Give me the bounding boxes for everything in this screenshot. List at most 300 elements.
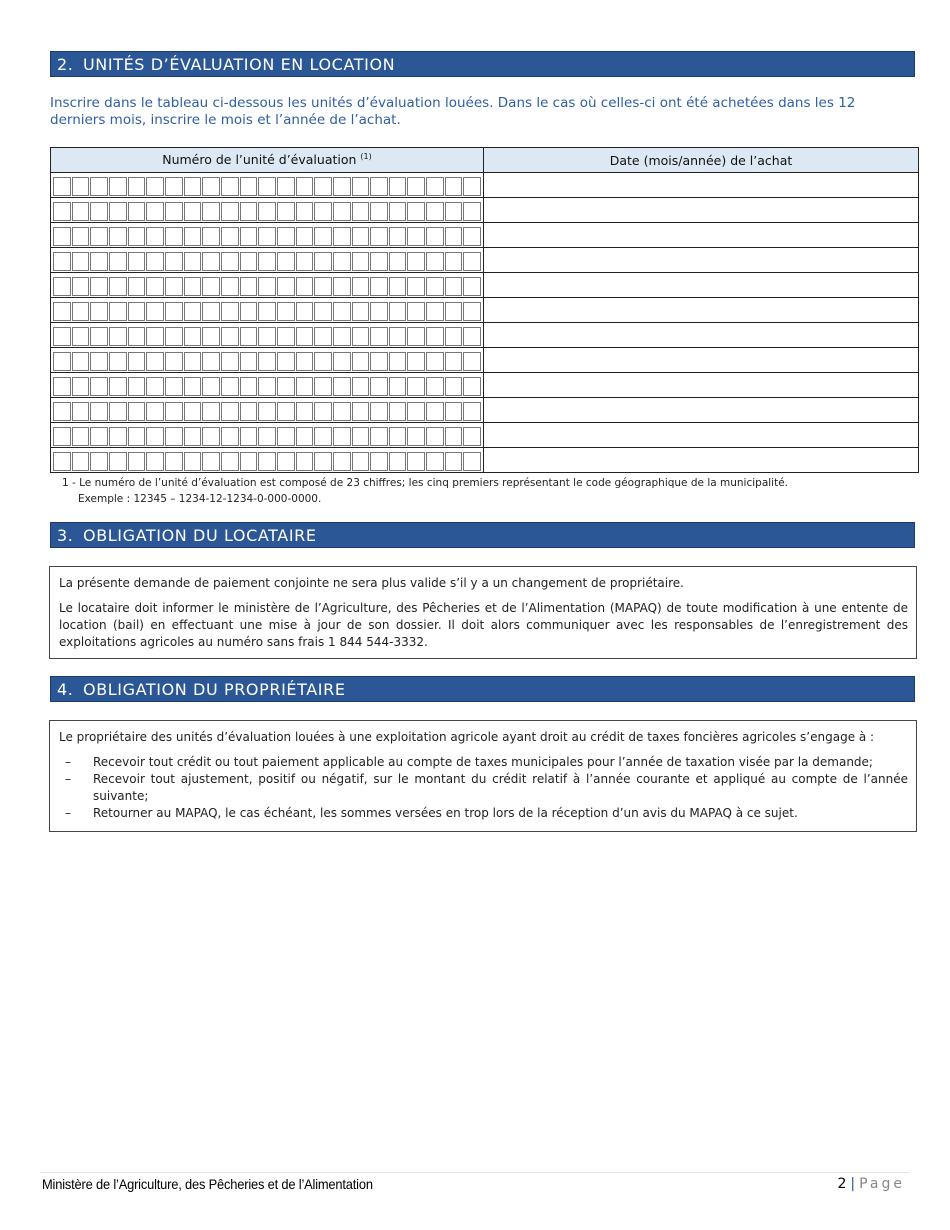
digit-input-box[interactable] [146,302,164,321]
digit-input-box[interactable] [296,377,314,396]
section-3-number: 3. [57,526,74,545]
digit-input-box[interactable] [165,402,183,421]
digit-input-box[interactable] [202,452,220,471]
digit-input-box[interactable] [258,277,276,296]
digit-input-box[interactable] [72,427,90,446]
digit-input-box[interactable] [314,302,332,321]
digit-input-box[interactable] [72,352,90,371]
digit-input-box[interactable] [277,427,295,446]
digit-input-box[interactable] [221,202,239,221]
digit-input-box[interactable] [426,427,444,446]
digit-input-box[interactable] [333,427,351,446]
digit-input-box[interactable] [370,452,388,471]
digit-input-box[interactable] [426,452,444,471]
digit-input-box[interactable] [389,202,407,221]
digit-input-box[interactable] [333,327,351,346]
digit-input-box[interactable] [165,452,183,471]
digit-input-box[interactable] [221,302,239,321]
digit-input-box[interactable] [445,227,463,246]
purchase-date-input[interactable] [484,198,919,223]
digit-input-box[interactable] [202,277,220,296]
digit-input-box[interactable] [128,202,146,221]
digit-input-box[interactable] [314,452,332,471]
digit-input-box[interactable] [128,252,146,271]
digit-input-box[interactable] [370,277,388,296]
digit-input-box[interactable] [221,427,239,446]
digit-input-box[interactable] [314,327,332,346]
digit-input-box[interactable] [72,202,90,221]
digit-input-box[interactable] [407,202,425,221]
digit-input-box[interactable] [165,277,183,296]
digit-input-box[interactable] [128,302,146,321]
digit-input-box[interactable] [314,377,332,396]
digit-input-box[interactable] [370,427,388,446]
digit-input-box[interactable] [146,327,164,346]
digit-input-box[interactable] [277,302,295,321]
digit-input-box[interactable] [296,427,314,446]
digit-input-box[interactable] [463,302,481,321]
purchase-date-input[interactable] [484,373,919,398]
digit-input-box[interactable] [352,377,370,396]
digit-input-box[interactable] [314,352,332,371]
digit-input-box[interactable] [109,252,127,271]
digit-input-box[interactable] [240,452,258,471]
digit-input-box[interactable] [240,327,258,346]
digit-input-box[interactable] [277,227,295,246]
digit-input-box[interactable] [314,227,332,246]
digit-input-box[interactable] [221,402,239,421]
digit-input-box[interactable] [463,177,481,196]
digit-input-box[interactable] [184,427,202,446]
footnote-example: Exemple : 12345 – 1234-12-1234-0-000-0000. [78,493,322,505]
digit-input-box[interactable] [296,202,314,221]
digit-input-box[interactable] [53,452,71,471]
digit-input-box[interactable] [426,377,444,396]
digit-input-box[interactable] [426,202,444,221]
digit-input-box[interactable] [146,427,164,446]
digit-input-box[interactable] [296,352,314,371]
digit-input-box[interactable] [109,427,127,446]
digit-input-box[interactable] [463,377,481,396]
digit-input-box[interactable] [258,327,276,346]
digit-input-box[interactable] [165,302,183,321]
digit-input-box[interactable] [258,377,276,396]
digit-input-box[interactable] [258,402,276,421]
digit-input-box[interactable] [407,227,425,246]
digit-input-box[interactable] [314,177,332,196]
digit-input-box[interactable] [221,452,239,471]
digit-box-row [53,302,482,321]
digit-input-box[interactable] [202,377,220,396]
digit-input-box[interactable] [370,252,388,271]
digit-input-box[interactable] [109,277,127,296]
digit-input-box[interactable] [72,452,90,471]
table-row [51,373,919,398]
digit-input-box[interactable] [407,177,425,196]
digit-input-box[interactable] [333,377,351,396]
digit-input-box[interactable] [296,402,314,421]
digit-input-box[interactable] [426,402,444,421]
digit-input-box[interactable] [389,177,407,196]
digit-input-box[interactable] [407,452,425,471]
digit-input-box[interactable] [202,327,220,346]
digit-input-box[interactable] [240,352,258,371]
digit-input-box[interactable] [90,377,108,396]
digit-input-box[interactable] [72,402,90,421]
digit-input-box[interactable] [184,227,202,246]
digit-input-box[interactable] [109,377,127,396]
digit-input-box[interactable] [202,427,220,446]
digit-input-box[interactable] [53,202,71,221]
digit-input-box[interactable] [370,177,388,196]
digit-input-box[interactable] [128,402,146,421]
digit-input-box[interactable] [333,227,351,246]
digit-input-box[interactable] [221,227,239,246]
digit-input-box[interactable] [240,252,258,271]
digit-input-box[interactable] [109,402,127,421]
digit-input-box[interactable] [352,252,370,271]
digit-input-box[interactable] [333,452,351,471]
digit-input-box[interactable] [165,227,183,246]
digit-input-box[interactable] [90,427,108,446]
digit-input-box[interactable] [146,352,164,371]
digit-input-box[interactable] [445,402,463,421]
digit-input-box[interactable] [277,177,295,196]
digit-input-box[interactable] [426,352,444,371]
digit-input-box[interactable] [333,352,351,371]
digit-input-box[interactable] [389,302,407,321]
purchase-date-input[interactable] [484,448,919,473]
digit-input-box[interactable] [128,327,146,346]
digit-input-box[interactable] [277,377,295,396]
digit-input-box[interactable] [445,277,463,296]
digit-input-box[interactable] [221,177,239,196]
digit-input-box[interactable] [277,452,295,471]
digit-input-box[interactable] [389,327,407,346]
digit-input-box[interactable] [72,327,90,346]
purchase-date-input[interactable] [484,248,919,273]
digit-input-box[interactable] [314,202,332,221]
digit-input-box[interactable] [352,277,370,296]
digit-input-box[interactable] [407,277,425,296]
digit-input-box[interactable] [277,202,295,221]
digit-input-box[interactable] [240,402,258,421]
digit-input-box[interactable] [389,277,407,296]
digit-input-box[interactable] [128,277,146,296]
digit-input-box[interactable] [53,177,71,196]
digit-input-box[interactable] [370,377,388,396]
digit-input-box[interactable] [352,302,370,321]
purchase-date-input[interactable] [484,298,919,323]
digit-input-box[interactable] [407,427,425,446]
digit-input-box[interactable] [53,427,71,446]
digit-input-box[interactable] [202,402,220,421]
digit-input-box[interactable] [90,452,108,471]
digit-input-box[interactable] [389,227,407,246]
digit-box-row [53,177,482,196]
digit-input-box[interactable] [184,402,202,421]
purchase-date-input[interactable] [484,348,919,373]
digit-input-box[interactable] [165,427,183,446]
digit-input-box[interactable] [314,252,332,271]
digit-input-box[interactable] [53,302,71,321]
digit-input-box[interactable] [258,177,276,196]
digit-input-box[interactable] [72,227,90,246]
digit-input-box[interactable] [445,252,463,271]
digit-input-box[interactable] [258,202,276,221]
digit-input-box[interactable] [352,177,370,196]
digit-input-box[interactable] [146,277,164,296]
digit-input-box[interactable] [109,202,127,221]
digit-input-box[interactable] [109,327,127,346]
digit-input-box[interactable] [202,352,220,371]
digit-input-box[interactable] [296,327,314,346]
digit-input-box[interactable] [53,252,71,271]
digit-input-box[interactable] [258,352,276,371]
digit-input-box[interactable] [445,352,463,371]
digit-input-box[interactable] [407,327,425,346]
digit-input-box[interactable] [53,377,71,396]
digit-input-box[interactable] [277,402,295,421]
digit-input-box[interactable] [407,402,425,421]
digit-input-box[interactable] [370,202,388,221]
digit-input-box[interactable] [165,177,183,196]
dash-bullet: – [65,755,71,769]
digit-input-box[interactable] [221,252,239,271]
digit-input-box[interactable] [184,252,202,271]
digit-input-box[interactable] [258,427,276,446]
digit-input-box[interactable] [352,452,370,471]
digit-input-box[interactable] [72,177,90,196]
digit-input-box[interactable] [389,252,407,271]
digit-input-box[interactable] [53,327,71,346]
digit-input-box[interactable] [146,377,164,396]
digit-input-box[interactable] [445,327,463,346]
digit-input-box[interactable] [296,227,314,246]
digit-input-box[interactable] [426,277,444,296]
digit-input-box[interactable] [296,177,314,196]
digit-input-box[interactable] [333,277,351,296]
digit-input-box[interactable] [314,427,332,446]
digit-input-box[interactable] [389,352,407,371]
digit-input-box[interactable] [370,227,388,246]
digit-input-box[interactable] [389,427,407,446]
digit-input-box[interactable] [165,352,183,371]
digit-input-box[interactable] [128,427,146,446]
digit-input-box[interactable] [296,277,314,296]
digit-input-box[interactable] [314,402,332,421]
digit-input-box[interactable] [407,377,425,396]
digit-input-box[interactable] [445,302,463,321]
digit-input-box[interactable] [426,302,444,321]
digit-input-box[interactable] [109,227,127,246]
digit-input-box[interactable] [146,452,164,471]
digit-input-box[interactable] [165,202,183,221]
digit-input-box[interactable] [165,327,183,346]
digit-input-box[interactable] [463,277,481,296]
purchase-date-input[interactable] [484,398,919,423]
purchase-date-input[interactable] [484,423,919,448]
digit-input-box[interactable] [445,377,463,396]
digit-input-box[interactable] [258,252,276,271]
digit-input-box[interactable] [90,177,108,196]
digit-input-box[interactable] [109,177,127,196]
digit-input-box[interactable] [352,402,370,421]
digit-input-box[interactable] [165,252,183,271]
digit-input-box[interactable] [184,277,202,296]
digit-input-box[interactable] [90,402,108,421]
col-header-unit-number: Numéro de l’unité d’évaluation $^{(1)}$ [51,148,484,173]
digit-input-box[interactable] [370,352,388,371]
purchase-date-input[interactable] [484,223,919,248]
digit-input-box[interactable] [426,252,444,271]
digit-input-box[interactable] [407,252,425,271]
digit-input-box[interactable] [90,227,108,246]
digit-input-box[interactable] [463,452,481,471]
digit-input-box[interactable] [221,352,239,371]
digit-input-box[interactable] [389,402,407,421]
digit-input-box[interactable] [128,352,146,371]
digit-input-box[interactable] [184,377,202,396]
digit-input-box[interactable] [72,377,90,396]
digit-input-box[interactable] [128,377,146,396]
digit-input-box[interactable] [258,227,276,246]
digit-input-box[interactable] [165,377,183,396]
digit-input-box[interactable] [352,202,370,221]
digit-input-box[interactable] [426,327,444,346]
digit-input-box[interactable] [277,327,295,346]
digit-input-box[interactable] [53,227,71,246]
section-4-number: 4. [57,680,74,699]
digit-input-box[interactable] [333,202,351,221]
digit-input-box[interactable] [296,452,314,471]
digit-input-box[interactable] [202,227,220,246]
digit-input-box[interactable] [109,352,127,371]
digit-input-box[interactable] [445,427,463,446]
digit-input-box[interactable] [90,202,108,221]
digit-input-box[interactable] [463,227,481,246]
digit-input-box[interactable] [146,252,164,271]
digit-input-box[interactable] [202,177,220,196]
digit-input-box[interactable] [463,202,481,221]
digit-input-box[interactable] [240,177,258,196]
digit-input-box[interactable] [240,302,258,321]
table-row [51,198,919,223]
digit-input-box[interactable] [72,302,90,321]
table-row [51,348,919,373]
digit-input-box[interactable] [277,352,295,371]
digit-input-box[interactable] [184,302,202,321]
digit-input-box[interactable] [426,227,444,246]
digit-input-box[interactable] [53,352,71,371]
digit-input-box[interactable] [277,277,295,296]
digit-input-box[interactable] [277,252,295,271]
digit-input-box[interactable] [426,177,444,196]
digit-input-box[interactable] [352,227,370,246]
digit-input-box[interactable] [352,352,370,371]
digit-input-box[interactable] [184,452,202,471]
digit-input-box[interactable] [202,202,220,221]
digit-input-box[interactable] [463,427,481,446]
digit-input-box[interactable] [370,402,388,421]
digit-input-box[interactable] [333,402,351,421]
purchase-date-input[interactable] [484,173,919,198]
digit-input-box[interactable] [445,202,463,221]
footnote-line-1: 1 - Le numéro de l’unité d’évaluation est composé de 23 chiffres; les cinq premiers représentant le code géographique de la municipalité. [62,477,788,489]
digit-input-box[interactable] [240,377,258,396]
purchase-date-input[interactable] [484,273,919,298]
digit-input-box[interactable] [333,302,351,321]
digit-input-box[interactable] [389,452,407,471]
digit-input-box[interactable] [314,277,332,296]
digit-input-box[interactable] [221,327,239,346]
digit-input-box[interactable] [296,252,314,271]
digit-input-box[interactable] [184,327,202,346]
digit-input-box[interactable] [146,202,164,221]
digit-input-box[interactable] [463,402,481,421]
digit-input-box[interactable] [352,427,370,446]
digit-input-box[interactable] [90,252,108,271]
digit-input-box[interactable] [296,302,314,321]
digit-input-box[interactable] [463,327,481,346]
digit-input-box[interactable] [258,302,276,321]
digit-input-box[interactable] [463,352,481,371]
digit-input-box[interactable] [128,177,146,196]
digit-input-box[interactable] [240,202,258,221]
digit-input-box[interactable] [184,177,202,196]
digit-input-box[interactable] [333,252,351,271]
digit-input-box[interactable] [53,277,71,296]
digit-input-box[interactable] [128,227,146,246]
digit-input-box[interactable] [389,377,407,396]
table-row [51,398,919,423]
digit-input-box[interactable] [146,177,164,196]
digit-input-box[interactable] [240,227,258,246]
digit-input-box[interactable] [333,177,351,196]
digit-input-box[interactable] [407,352,425,371]
digit-input-box[interactable] [128,452,146,471]
purchase-date-input[interactable] [484,323,919,348]
digit-input-box[interactable] [221,277,239,296]
digit-input-box[interactable] [370,302,388,321]
digit-input-box[interactable] [202,252,220,271]
digit-input-box[interactable] [463,252,481,271]
digit-input-box[interactable] [445,177,463,196]
digit-input-box[interactable] [184,352,202,371]
digit-input-box[interactable] [221,377,239,396]
digit-input-box[interactable] [109,452,127,471]
digit-input-box[interactable] [90,327,108,346]
digit-input-box[interactable] [53,402,71,421]
digit-input-box[interactable] [72,252,90,271]
digit-input-box[interactable] [184,202,202,221]
digit-input-box[interactable] [240,427,258,446]
digit-input-box[interactable] [352,327,370,346]
digit-input-box[interactable] [407,302,425,321]
digit-input-box[interactable] [146,402,164,421]
digit-input-box[interactable] [109,302,127,321]
digit-input-box[interactable] [202,302,220,321]
digit-input-box[interactable] [146,227,164,246]
digit-input-box[interactable] [90,352,108,371]
digit-input-box[interactable] [258,452,276,471]
digit-input-box[interactable] [90,302,108,321]
digit-input-box[interactable] [90,277,108,296]
digit-input-box[interactable] [445,452,463,471]
digit-input-box[interactable] [72,277,90,296]
digit-input-box[interactable] [370,327,388,346]
digit-input-box[interactable] [240,277,258,296]
